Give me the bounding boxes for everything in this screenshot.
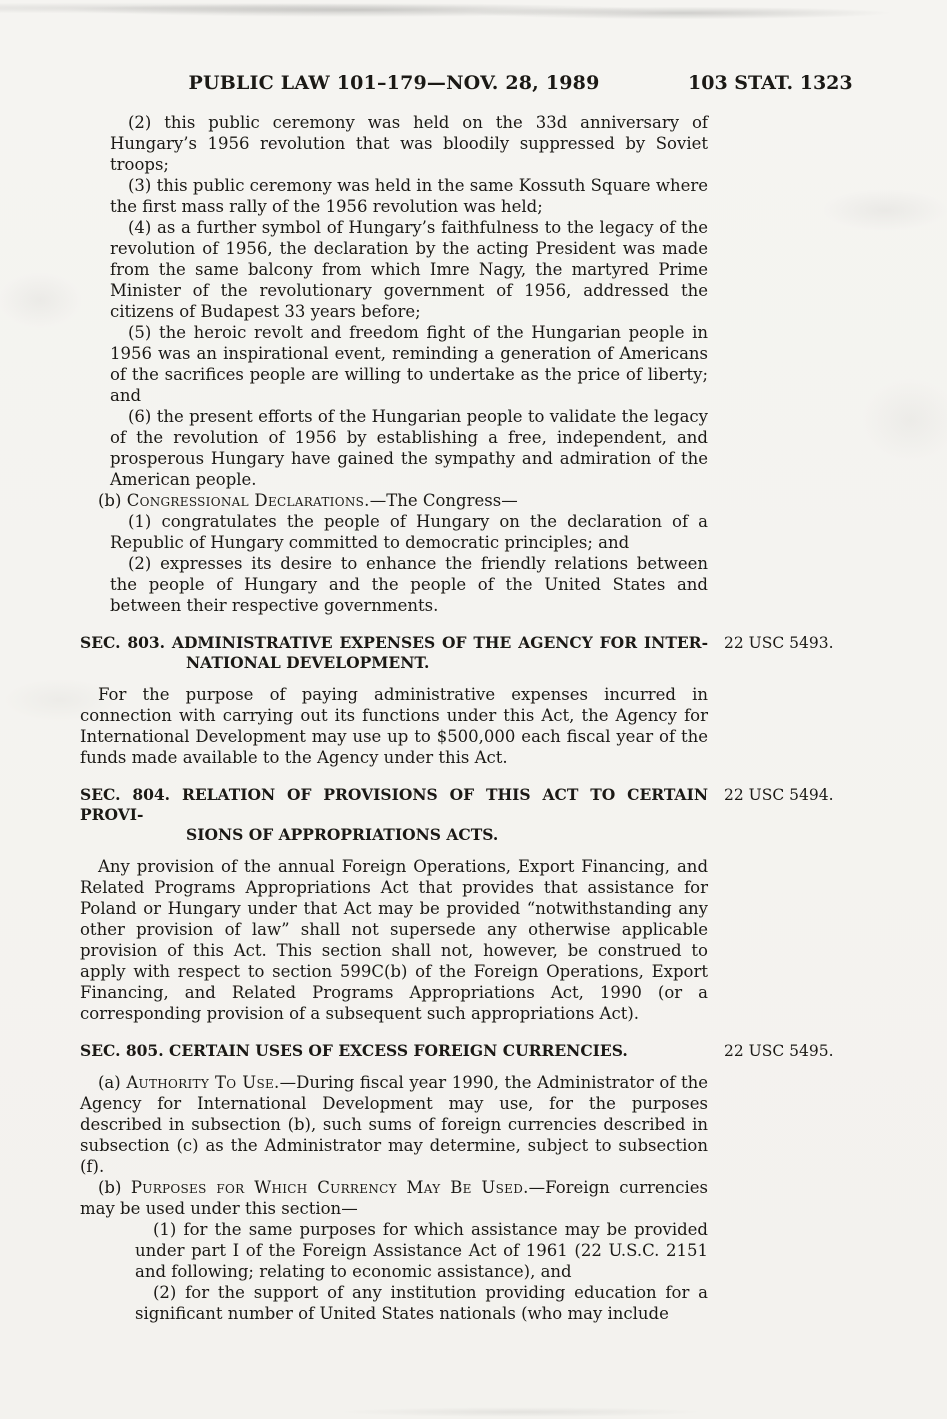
sec-805-a-smallcaps: Authority To Use. [126,1073,280,1092]
header-stat-number: 103 STAT. 1323 [688,72,853,94]
sec-804-heading-line1: SEC. 804. RELATION OF PROVISIONS OF THIS ACT TO CERTAIN PROVI- [80,785,708,824]
subsection-b-clause-1: (1) congratulates the people of Hungary on the declaration of a Republic of Hungary committed to democratic principles; and [110,512,708,552]
sec-803-heading-line1: SEC. 803. ADMINISTRATIVE EXPENSES OF THE AGENCY FOR INTER- [80,633,708,652]
page-body [80,112,834,1324]
sec-804-heading-line2: SIONS OF APPROPRIATIONS ACTS. [186,825,499,844]
sec-804-body: Any provision of the annual Foreign Operations, Export Financing, and Related Programs Appropriations Act that provides that assistance for Poland or Hungary under that Act may be provided “notwithstanding any other provision of law” shall not supersede any otherwise applicable provision of this Act. This section shall not, however, be construed to apply with respect to section 599C(b) of the Foreign Operations, Export Financing, and Related Programs Appropriations Act, 1990 (or a corresponding provision of a subsequent such appropriations Act). [80,857,708,1023]
sec-805-b-clause-1: (1) for the same purposes for which assistance may be provided under part I of the Foreign Assistance Act of 1961 (22 U.S.C. 2151 and following; relating to economic assistance), and [135,1220,708,1281]
sec-803-heading [80,633,834,673]
sec-805-heading [80,1041,834,1061]
finding-clause-5: (5) the heroic revolt and freedom fight of the Hungarian people in 1956 was an inspirational event, reminding a generation of Americans of the sacrifices people are willing to undertake as the price of liberty; and [110,323,708,405]
sec-803-body: For the purpose of paying administrative expenses incurred in connection with carrying out its functions under this Act, the Agency for International Development may use up to $500,000 each fiscal year of the funds made available to the Agency under this Act. [80,685,708,767]
subsection-b-clause-2: (2) expresses its desire to enhance the friendly relations between the people of Hungary and the people of the United States and between their respective governments. [110,554,708,615]
sec-805-b-smallcaps: Purposes for Which Currency May Be Used. [130,1178,529,1197]
sec-805-subsection-b [80,1177,708,1219]
sec-804-margin-note: 22 USC 5494. [724,786,834,804]
finding-clause-4: (4) as a further symbol of Hungary’s faithfulness to the legacy of the revolution of 1956, the declaration by the acting President was made from the same balcony from which Imre Nagy, the martyred Prime Minister of the revolutionary government of 1956, addressed the citizens of Budapest 33 years before; [110,218,708,321]
sec-803-margin-note: 22 USC 5493. [724,634,834,652]
sec-805-heading-line1: SEC. 805. CERTAIN USES OF EXCESS FOREIGN CURRENCIES. [80,1041,628,1060]
subsection-b-rest: —The Congress— [369,491,518,510]
header-law-title: PUBLIC LAW 101–179—NOV. 28, 1989 [188,72,600,94]
sec-805-a-rest: —During fiscal year 1990, the Administrator of the Agency for International Development may use, for the purposes described in subsection (b), such sums of foreign currencies described in subsection (c) as the Administrator may determine, subject to subsection (f). [80,1073,708,1176]
sec-805-b-rest: —Foreign currencies may be used under this section— [80,1178,708,1218]
sec-805-a-prefix: (a) [98,1073,127,1092]
sec-804-heading [80,785,834,845]
sec-805-b-clause-2: (2) for the support of any institution providing education for a significant number of United States nationals (who may include [135,1283,708,1323]
subsection-b-smallcaps: Congressional Declarations. [126,491,370,510]
subsection-b-declarations [80,490,708,511]
finding-clause-3: (3) this public ceremony was held in the same Kossuth Square where the first mass rally of the 1956 revolution was held; [110,176,708,216]
sec-805-b-prefix: (b) [98,1178,131,1197]
sec-803-heading-line2: NATIONAL DEVELOPMENT. [186,653,430,672]
sec-805-subsection-a [80,1072,708,1177]
finding-clause-2: (2) this public ceremony was held on the 33d anniversary of Hungary’s 1956 revolution that was bloodily suppressed by Soviet troops; [110,113,708,174]
finding-clause-6: (6) the present efforts of the Hungarian people to validate the legacy of the revolution of 1956 by establishing a free, independent, and prosperous Hungary have gained the sympathy and admiration of the American people. [110,407,708,489]
subsection-b-prefix: (b) [98,491,127,510]
sec-805-margin-note: 22 USC 5495. [724,1042,834,1060]
